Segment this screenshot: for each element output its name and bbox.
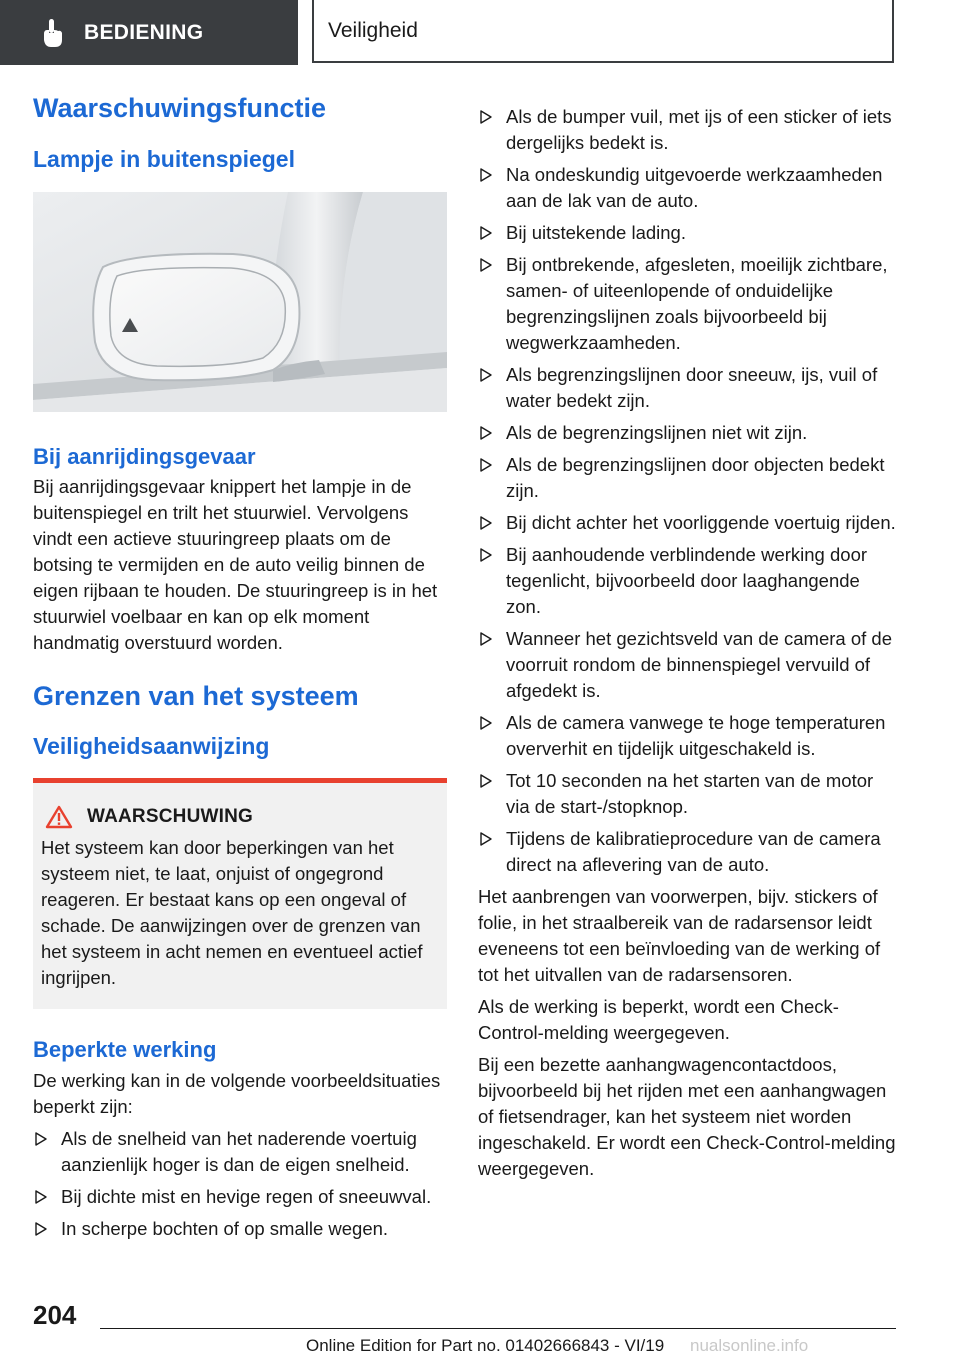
triangle-bullet-icon <box>480 516 492 530</box>
list-item-text: Als begrenzingslijnen door sneeuw, ijs, vuil of water bedekt zijn. <box>506 364 878 411</box>
list-item-text: Tijdens de kalibratieprocedure van de camera direct na aflevering van de auto. <box>506 828 881 875</box>
triangle-bullet-icon <box>480 226 492 240</box>
list-item <box>33 1184 447 1210</box>
watermark: nualsonline.info <box>690 1336 809 1355</box>
footer-edition: Online Edition for Part no. 01402666843 - VI/19 <box>306 1336 665 1355</box>
warning-title: WAARSCHUWING <box>87 806 253 828</box>
heading-safety-notice: Veiligheidsaanwijzing <box>33 732 270 759</box>
heading-warning-function: Waarschuwingsfunctie <box>33 93 327 123</box>
radar-paragraph: Het aanbrengen van voorwerpen, bijv. stickers of folie, in het straalbereik van de radarsensor leidt eveneens tot een beïnvloeding van de werking of tot het uitvallen van de radarsensoren. <box>478 886 881 985</box>
right-column <box>478 104 896 1182</box>
list-item <box>478 104 896 156</box>
list-item <box>478 710 896 762</box>
limited-intro: De werking kan in de volgende voorbeeldsituaties beperkt zijn: <box>33 1069 441 1117</box>
mirror-illustration <box>33 192 447 412</box>
list-item-text: Als de snelheid van het naderende voertuig aanzienlijk hoger is dan de eigen snelheid. <box>61 1127 417 1175</box>
triangle-bullet-icon <box>480 258 492 272</box>
triangle-bullet-icon <box>480 548 492 562</box>
warning-triangle-icon <box>45 805 73 829</box>
triangle-bullet-icon <box>480 426 492 440</box>
triangle-bullet-icon <box>480 716 492 730</box>
list-item-text: Als de camera vanwege te hoge temperaturen oververhit en tijdelijk uitgeschakeld is. <box>506 712 886 759</box>
list-item-text: Als de begrenzingslijnen door objecten bedekt zijn. <box>506 454 885 501</box>
list-item <box>478 220 896 246</box>
list-item-text: Na ondeskundig uitgevoerde werkzaamheden aan de lak van de auto. <box>506 164 883 211</box>
list-item-text: Als de bumper vuil, met ijs of een sticker of iets dergelijks bedekt is. <box>506 106 892 153</box>
list-item <box>478 826 896 878</box>
list-item <box>478 768 896 820</box>
list-item <box>33 1216 447 1242</box>
list-item <box>478 362 896 414</box>
list-item <box>478 510 896 536</box>
list-item <box>478 162 896 214</box>
list-item <box>478 452 896 504</box>
list-item <box>478 420 896 446</box>
collision-paragraph: Bij aanrijdingsgevaar knippert het lampje in de buitenspiegel en trilt het stuurwiel. Vervolgens vindt een actieve stuuringreep plaats om de botsing te vermijden en de auto veilig binnen de eigen rijbaan te houden. De stuuringreep is in het stuurwiel voelbaar en kan op elk moment handmatig overstuurd worden. <box>33 476 438 654</box>
list-item-text: Bij uitstekende lading. <box>506 222 686 243</box>
list-item-text: Bij ontbrekende, afgesleten, moeilijk zichtbare, samen- of uiteenlopende of onduidelijke begrenzingslijnen zoals bijvoorbeeld bij wegwerkzaamheden. <box>506 254 888 353</box>
heading-collision-risk: Bij aanrijdingsgevaar <box>33 443 256 469</box>
triangle-bullet-icon <box>480 774 492 788</box>
triangle-bullet-icon <box>35 1190 47 1204</box>
list-item-text: Wanneer het gezichtsveld van de camera of de voorruit rondom de binnenspiegel vervuild of afgedekt is. <box>506 628 892 701</box>
section-label: BEDIENING <box>84 20 204 44</box>
footer-rule <box>100 1328 896 1329</box>
triangle-bullet-icon <box>35 1222 47 1236</box>
trailer-paragraph: Bij een bezette aanhangwagencontactdoos, bijvoorbeeld bij het rijden met een aanhangwagen of fietsendrager, kan het systeem niet worden ingeschakeld. Er wordt een Check-Control-melding weergegeven. <box>478 1054 896 1179</box>
triangle-bullet-icon <box>480 632 492 646</box>
list-item-text: In scherpe bochten of op smalle wegen. <box>61 1217 389 1239</box>
heading-system-limits: Grenzen van het systeem <box>33 681 359 712</box>
chapter-tab <box>312 0 894 63</box>
triangle-bullet-icon <box>480 832 492 846</box>
warning-header <box>41 805 439 829</box>
list-item <box>33 1126 447 1178</box>
list-item-text: Bij dicht achter het voorliggende voertuig rijden. <box>506 512 896 533</box>
list-item-text: Als de begrenzingslijnen niet wit zijn. <box>506 422 808 443</box>
limited-list <box>33 1126 447 1242</box>
heading-mirror-lamp: Lampje in buitenspiegel <box>33 146 295 173</box>
list-item-text: Tot 10 seconden na het starten van de motor via de start-/stopknop. <box>506 770 874 817</box>
triangle-bullet-icon <box>480 168 492 182</box>
section-tab <box>0 0 298 65</box>
list-item <box>478 626 896 704</box>
conditions-list <box>478 104 896 878</box>
triangle-bullet-icon <box>480 458 492 472</box>
triangle-bullet-icon <box>480 110 492 124</box>
warning-text: Het systeem kan door beperkingen van het systeem niet, te laat, onjuist of ongegrond reageren. Er bestaat kans op een ongeval of schade. De aanwijzingen over de grenzen van het systeem in acht nemen en eventueel actief ingrijpen. <box>41 837 423 989</box>
triangle-bullet-icon <box>480 368 492 382</box>
pointing-hand-icon <box>40 18 66 48</box>
chapter-label: Veiligheid <box>328 18 418 42</box>
list-item <box>478 542 896 620</box>
list-item-text: Bij aanhoudende verblindende werking door tegenlicht, bijvoorbeeld door laaghangende zon. <box>506 544 868 617</box>
left-column <box>33 92 447 1248</box>
list-item <box>478 252 896 356</box>
warning-box <box>33 778 447 1009</box>
list-item-text: Bij dichte mist en hevige regen of sneeuwval. <box>61 1185 432 1207</box>
page-number: 204 <box>33 1300 77 1330</box>
check-control-paragraph: Als de werking is beperkt, wordt een Check-Control-melding weergegeven. <box>478 996 839 1043</box>
heading-limited-function: Beperkte werking <box>33 1037 217 1063</box>
triangle-bullet-icon <box>35 1132 47 1146</box>
